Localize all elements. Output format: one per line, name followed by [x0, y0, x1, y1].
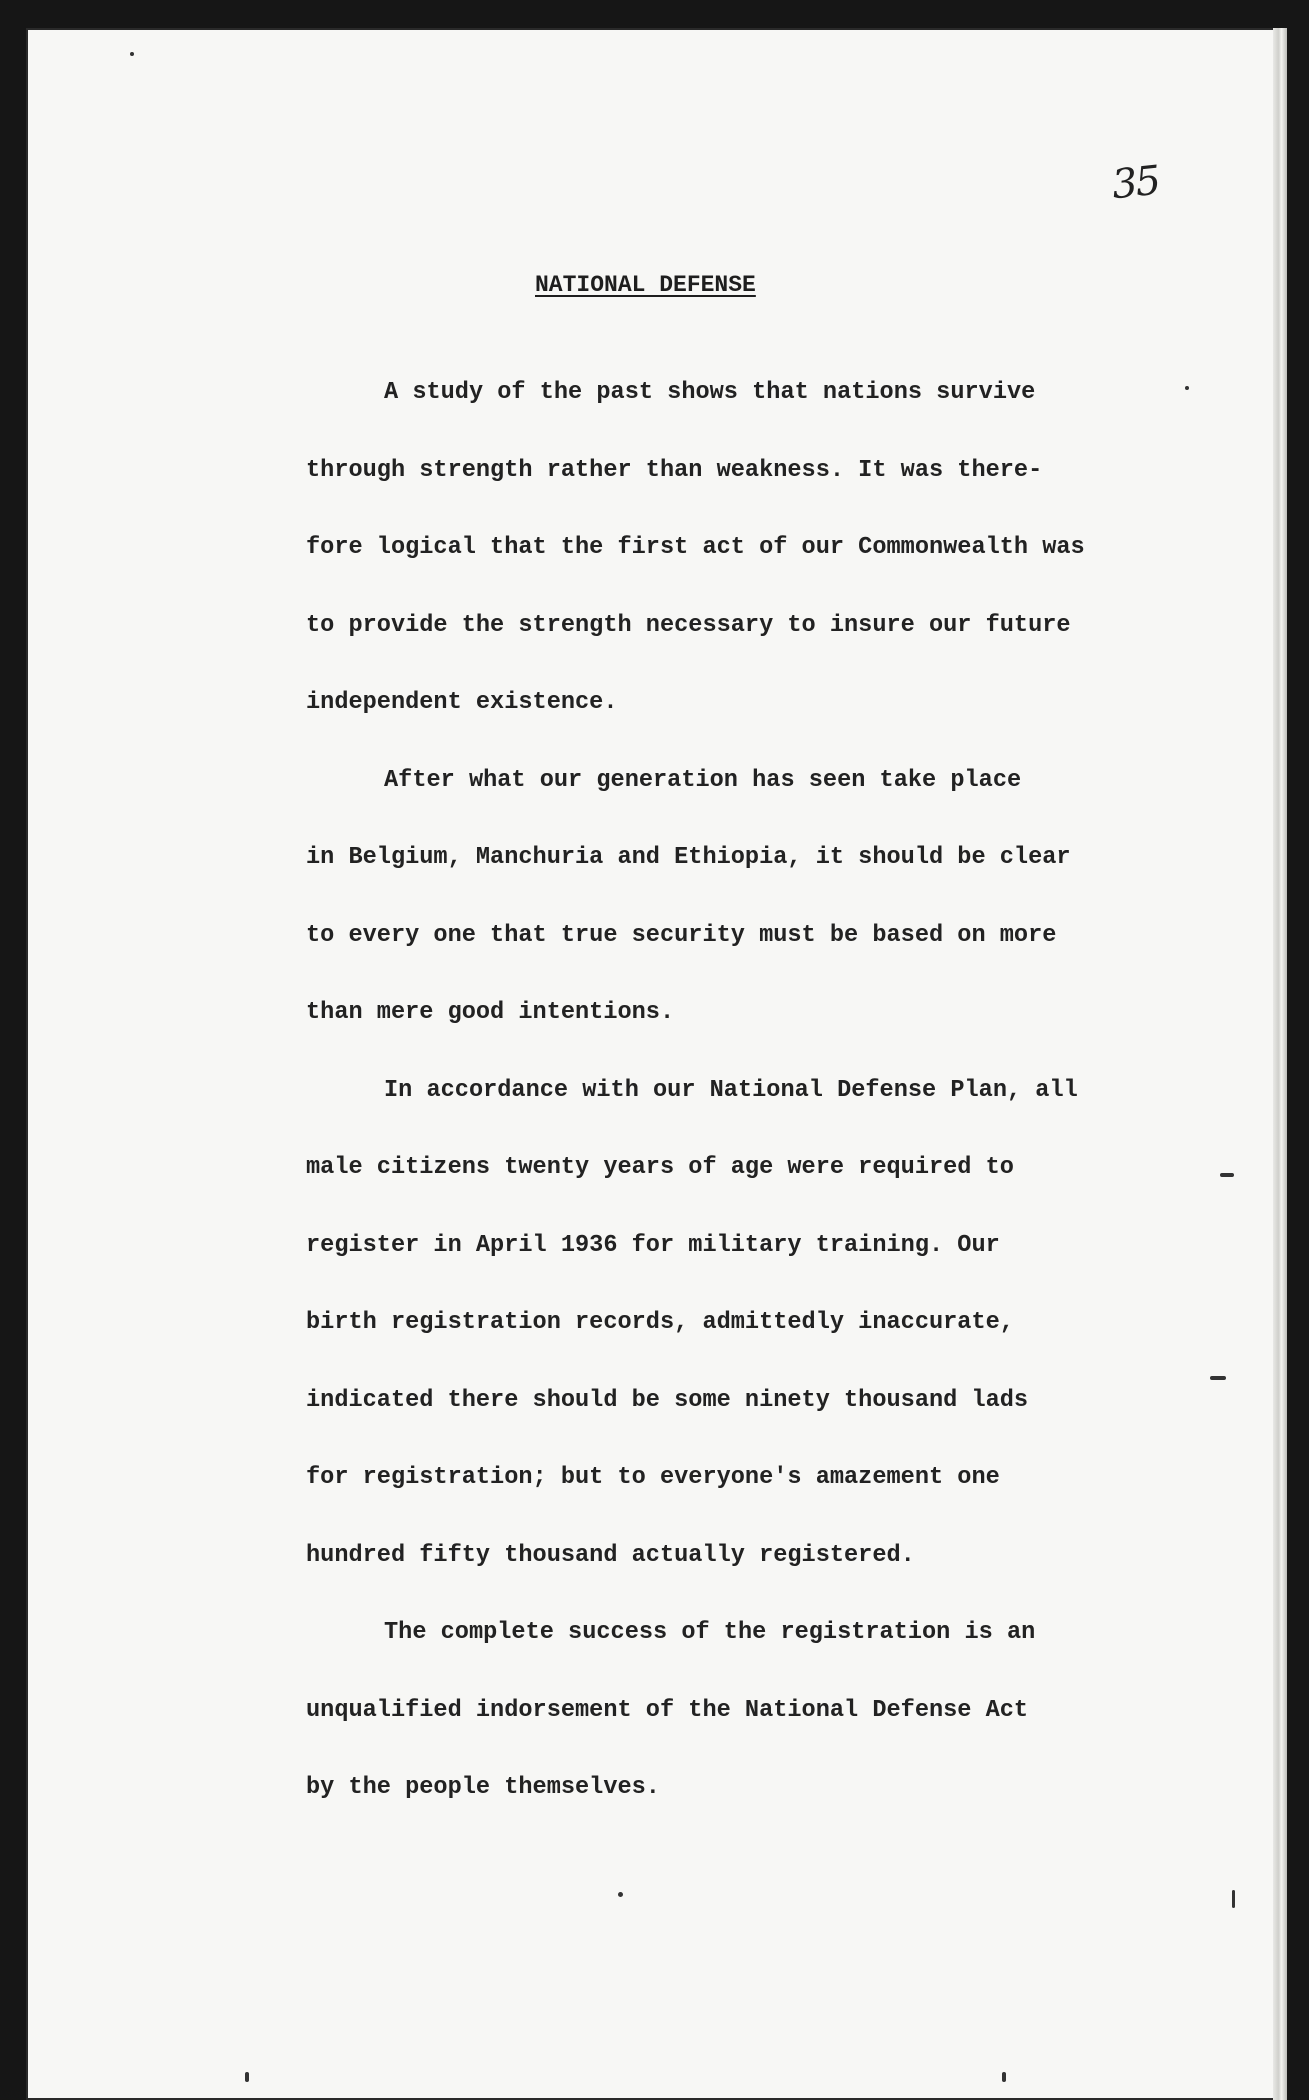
body-line: indicated there should be some ninety thousand lads — [306, 1386, 1029, 1414]
scan-speck — [245, 2072, 249, 2082]
handwritten-page-number: 35 — [1109, 157, 1162, 209]
body-line: In accordance with our National Defense Plan, all — [384, 1076, 1078, 1104]
body-line: through strength rather than weakness. It was there- — [306, 456, 1043, 484]
body-line: independent existence. — [306, 689, 618, 716]
body-line: male citizens twenty years of age were required to — [306, 1154, 1014, 1181]
scan-speck — [618, 1892, 623, 1897]
body-line: than mere good intentions. — [306, 999, 675, 1026]
body-line: unqualified indorsement of the National Defense Act — [306, 1696, 1029, 1724]
scan-speck — [1232, 1890, 1235, 1908]
body-line: hundred fifty thousand actually registered. — [306, 1541, 915, 1569]
scan-speck — [1220, 1173, 1234, 1177]
body-line: to every one that true security must be based on more — [306, 921, 1057, 949]
body-line: After what our generation has seen take place — [384, 766, 1022, 794]
document-body — [306, 372, 1186, 1845]
body-line: by the people themselves. — [306, 1774, 660, 1801]
body-line: for registration; but to everyone's amazement one — [306, 1464, 1000, 1491]
scan-speck — [1185, 386, 1189, 390]
scan-speck — [130, 52, 134, 56]
page-edge — [1273, 28, 1287, 2100]
body-line: register in April 1936 for military training. Our — [306, 1231, 1000, 1259]
body-line: fore logical that the first act of our Commonwealth was — [306, 534, 1085, 561]
scan-speck — [1002, 2072, 1006, 2082]
body-line: to provide the strength necessary to insure our future — [306, 611, 1071, 639]
body-line: A study of the past shows that nations survive — [384, 379, 1036, 406]
body-line: in Belgium, Manchuria and Ethiopia, it should be clear — [306, 844, 1071, 871]
body-line: The complete success of the registration is an — [384, 1619, 1036, 1646]
document-title: NATIONAL DEFENSE — [535, 272, 756, 298]
scan-speck — [1210, 1376, 1226, 1380]
body-line: birth registration records, admittedly inaccurate, — [306, 1309, 1014, 1336]
